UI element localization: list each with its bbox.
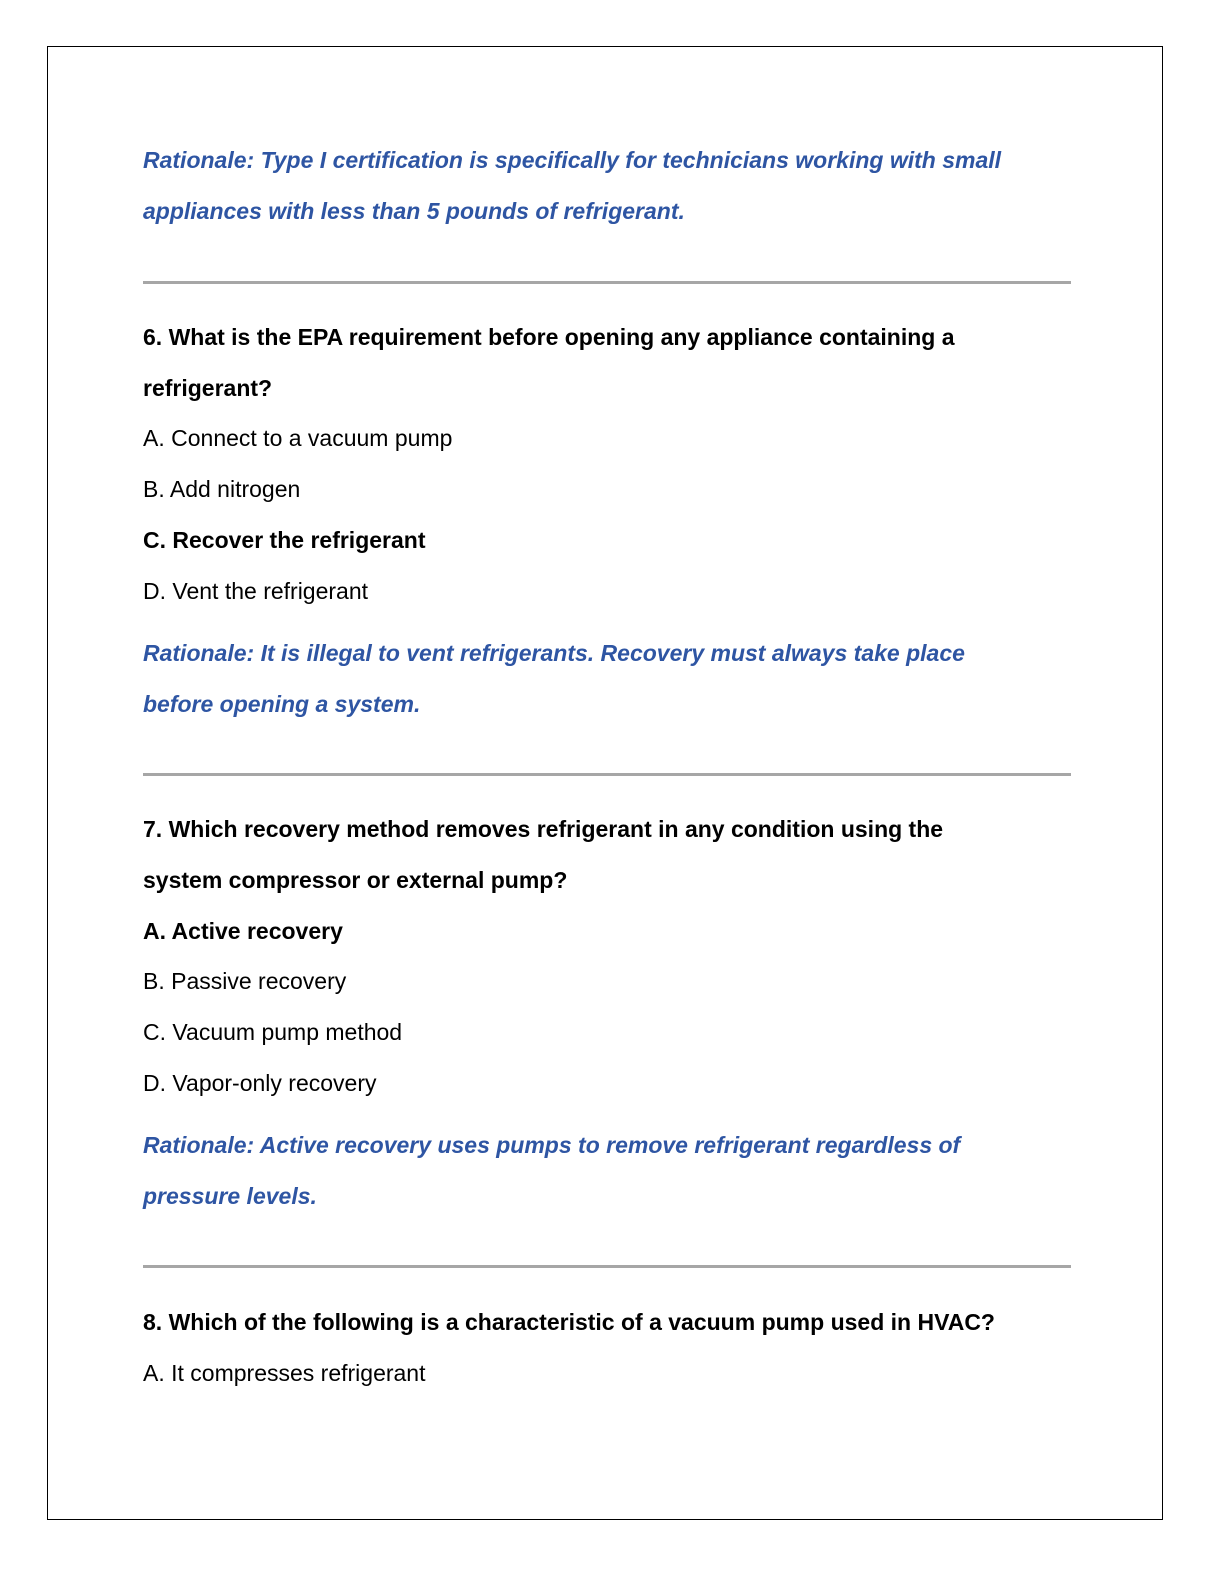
question-6-option-b: B. Add nitrogen: [143, 476, 301, 502]
page-border: [47, 46, 1163, 1520]
question-8-option-a: A. It compresses refrigerant: [143, 1360, 426, 1386]
question-7-option-c: C. Vacuum pump method: [143, 1019, 403, 1045]
question-6-option-a: A. Connect to a vacuum pump: [143, 425, 453, 451]
divider-1: [143, 281, 1071, 284]
rationale-7-line-1: Rationale: Active recovery uses pumps to remove refrigerant regardless of: [143, 1132, 961, 1158]
divider-3: [143, 1265, 1071, 1268]
question-6-option-d: D. Vent the refrigerant: [143, 578, 369, 604]
question-7-line-2: system compressor or external pump?: [143, 867, 568, 893]
rationale-7-line-2: pressure levels.: [143, 1183, 317, 1209]
question-7-option-b: B. Passive recovery: [143, 968, 347, 994]
divider-2: [143, 773, 1071, 776]
question-8-line-1: 8. Which of the following is a characteristic of a vacuum pump used in HVAC?: [143, 1309, 995, 1335]
question-6-option-c-correct: C. Recover the refrigerant: [143, 527, 426, 553]
rationale-6-line-1: Rationale: It is illegal to vent refrigerants. Recovery must always take place: [143, 640, 965, 666]
rationale-6-line-2: before opening a system.: [143, 691, 421, 717]
question-6-line-1: 6. What is the EPA requirement before opening any appliance containing a: [143, 324, 955, 350]
question-7-option-d: D. Vapor-only recovery: [143, 1070, 377, 1096]
question-7-option-a-correct: A. Active recovery: [143, 918, 343, 944]
question-6-line-2: refrigerant?: [143, 375, 273, 401]
rationale-5-line-2: appliances with less than 5 pounds of refrigerant.: [143, 198, 685, 224]
rationale-5-line-1: Rationale: Type I certification is specifically for technicians working with small: [143, 147, 1002, 173]
question-7-line-1: 7. Which recovery method removes refrigerant in any condition using the: [143, 816, 944, 842]
